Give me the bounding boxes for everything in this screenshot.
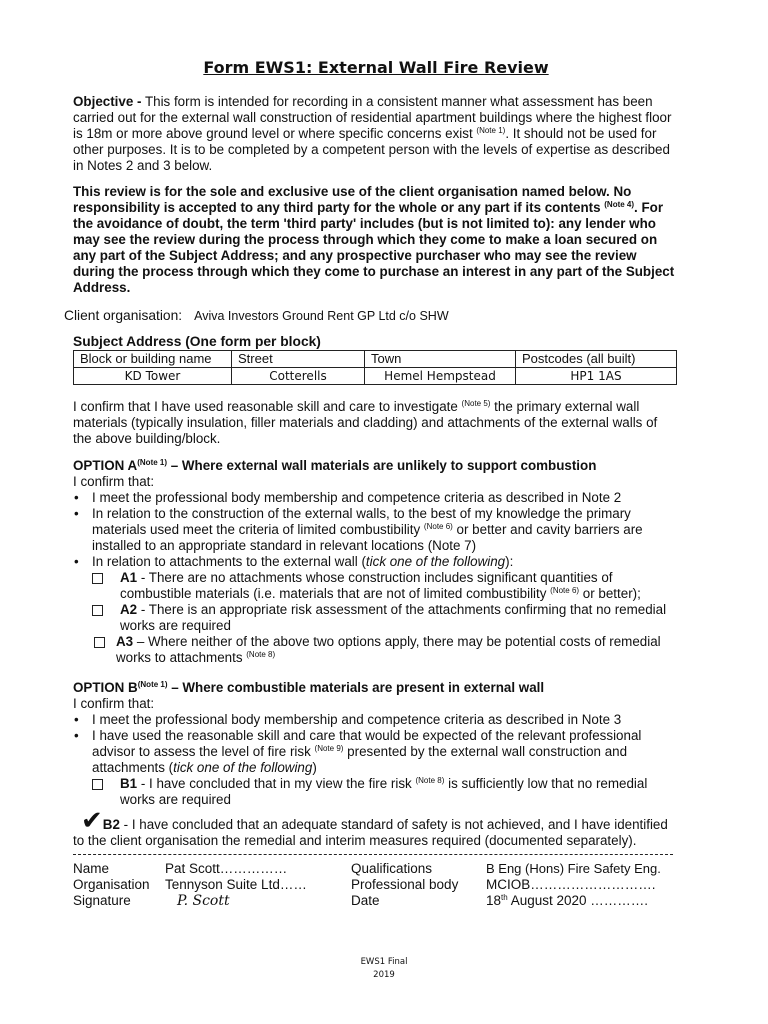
option-b-intro: I confirm that: [73,696,155,711]
option-a1: A1 - There are no attachments whose construction includes significant quantities of combustible materials (i.e. materials that are not of limited combustibility $^{(Note 6)}$ or better); [91,570,679,602]
table-header-row [74,351,677,368]
header-cell: Town [365,351,516,368]
disclaimer-paragraph: This review is for the sole and exclusive use of the client organisation named below. No responsibility is accepted to any third party for the whole or any part if its contents $^{(Note 4)}$. For the avoidance of doubt, the term 'third party' includes (but is not limited to): any lender who may see the review during the process through which they come to make a loan secured on any part of the Subject Address; and any prospective purchaser who may see the review during the process through which they come to purchase an interest in any part of the Subject Address. [73,184,675,295]
objective-label: Objective - [73,94,142,109]
header-cell: Street [232,351,365,368]
qualifications-label: Qualifications [351,861,433,876]
table-row [74,368,677,385]
subject-address-heading: Subject Address (One form per block) [73,334,321,349]
professional-body-label: Professional body [351,877,459,892]
list-item: • I meet the professional body membership and competence criteria as described in Note 2 [92,490,679,506]
client-organisation [64,308,679,324]
signoff-grid [73,861,679,909]
a2-checkbox[interactable] [92,605,103,616]
professional-body-value: MCIOB………………………. [486,877,656,892]
qualifications-value: B Eng (Hons) Fire Safety Eng. [486,861,661,876]
objective-paragraph: Objective - This form is intended for recording in a consistent manner what assessment has been carried out for the external wall construction of residential apartment buildings where the highest floor is 18m or more above ground level or where specific concerns exist $^{(Note 1)}$. It should not be used for other purposes. It is to be completed by a competent person with the levels of expertise as described in Notes 2 and 3 below. [73,94,672,173]
option-a-intro: I confirm that: [73,474,155,489]
date-label: Date [351,893,380,908]
option-b2: ✔B2 - I have concluded that an adequate standard of safety is not achieved, and I have identified to the client organisation the remedial and interim measures required (documented separately). [73,805,668,848]
postcode-cell: HP1 1AS [516,368,677,385]
date-value: 18th August 2020 …………. [486,893,649,908]
page-footer: EWS1 Final 2019 [360,957,408,980]
list-item: • In relation to the construction of the external walls, to the best of my knowledge the primary materials used meet the criteria of limited combustibility $^{(Note 6)}$ or better and cavity barriers are installed to an appropriate standard in relevant locations (Note 7) [92,506,679,554]
confirm-paragraph: I confirm that I have used reasonable skill and care to investigate $^{(Note 5)}$ the primary external wall materials (typically insulation, filler materials and cladding) and attachments of the external walls of the above building/block. [73,399,658,446]
form-page [64,58,679,909]
option-b-list [73,712,679,776]
a3-checkbox[interactable] [94,637,105,648]
signature: P. Scott [177,893,230,909]
a1-checkbox[interactable] [92,573,103,584]
list-item: • In relation to attachments to the external wall (tick one of the following): [92,554,679,570]
header-cell: Postcodes (all built) [516,351,677,368]
organisation-label: Organisation [73,877,150,892]
client-label: Client organisation: [64,308,183,323]
divider [73,854,673,855]
option-b1: B1 - I have concluded that in my view the fire risk $^{(Note 8)}$ is sufficiently low that no remedial works are required [91,776,679,808]
option-a3: A3 – Where neither of the above two options apply, there may be potential costs of remedial works to attachments $^{(Note 8)}$ [91,634,679,666]
checkmark-icon[interactable]: ✔ [81,805,103,835]
organisation-value: Tennyson Suite Ltd…… [165,877,307,892]
header-cell: Block or building name [74,351,232,368]
building-name-cell: KD Tower [74,368,232,385]
list-item: • I meet the professional body membership and competence criteria as described in Note 3 [92,712,679,728]
subject-address-table [73,350,677,385]
name-label: Name [73,861,110,876]
town-cell: Hemel Hempstead [365,368,516,385]
b1-checkbox[interactable] [92,779,103,790]
option-a-list [73,490,679,570]
option-a-heading: OPTION $A^{(Note 1)}$ – Where external wall materials are unlikely to support combustion [73,458,597,473]
client-value: Aviva Investors Ground Rent GP Ltd c/o SHW [194,309,449,323]
option-b-heading: OPTION $B^{(Note 1)}$ – Where combustible materials are present in external wall [73,680,545,695]
street-cell: Cotterells [232,368,365,385]
page-title: Form EWS1: External Wall Fire Review [203,58,549,77]
list-item: • I have used the reasonable skill and care that would be expected of the relevant professional advisor to assess the level of fire risk $^{(Note 9)}$ presented by the external wall construction and attachments (tick one of the following) [92,728,679,776]
name-value: Pat Scott…………… [165,861,288,876]
option-a2: A2 - There is an appropriate risk assessment of the attachments confirming that no remedial works are required [91,602,679,634]
signature-label: Signature [73,893,131,908]
